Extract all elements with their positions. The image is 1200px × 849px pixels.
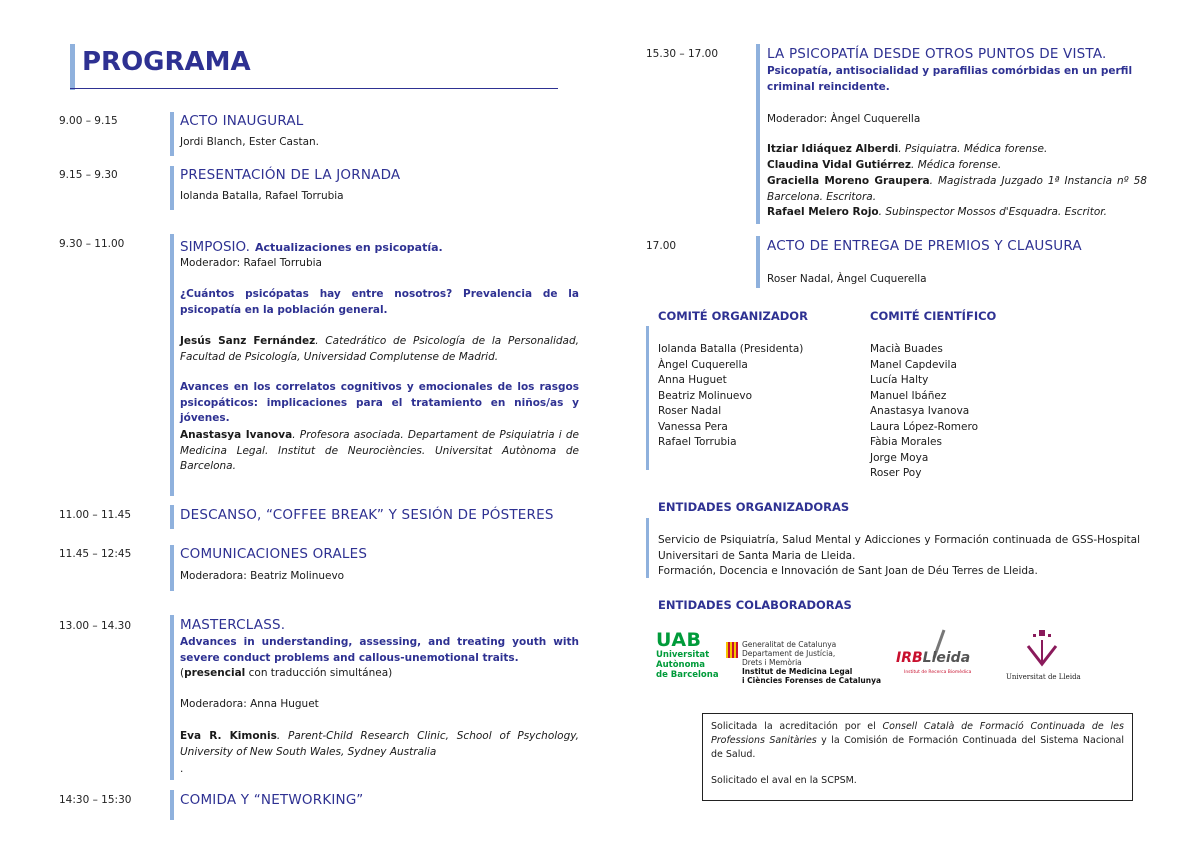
accreditation-box: [702, 713, 1133, 801]
header-bar: [70, 44, 75, 90]
time-clausura: 17.00: [646, 240, 677, 252]
session-bar: [756, 44, 760, 224]
list-item: Rafael Torrubia: [658, 436, 737, 448]
comite-cientifico-list: [870, 342, 978, 482]
entidades-org-text2: Formación, Docencia e Innovación de Sant Joan de Déu Terres de Lleida.: [658, 565, 1038, 577]
p2-role: . Médica forense.: [911, 159, 1002, 171]
entidades-org-text1: Servicio de Psiquiatría, Salud Mental y Adicciones y Formación continuada de GSS-Hospital Universitari de Santa Maria de Lleida.: [658, 534, 1140, 562]
senyera-icon: [726, 642, 738, 658]
masterclass-subtitle: Advances in understanding, assessing, and treating youth with severe conduct problems and callous-unemotional traits.: [180, 636, 579, 664]
udl-emblem-icon: [1022, 630, 1062, 670]
people-clausura: Roser Nadal, Àngel Cuquerella: [767, 273, 927, 285]
p1-role: . Psiquiatra. Médica forense.: [898, 143, 1048, 155]
title-comite-organizador: COMITÉ ORGANIZADOR: [658, 309, 808, 323]
p3-role: . Magistrada Juzgado 1ª Instancia nº 58 Barcelona. Escritora.: [767, 175, 1147, 203]
list-item: Manuel Ibáñez: [870, 389, 947, 402]
masterclass-affil: . Parent-Child Research Clinic, School of Psychology, University of New South Wales, Sydney Australia: [180, 730, 579, 758]
gen-line3: Drets i Memòria: [742, 658, 802, 667]
list-item: Macià Buades: [870, 343, 943, 355]
session-bar: [170, 545, 174, 591]
uab-mark: UAB: [656, 629, 702, 651]
list-item: Àngel Cuquerella: [658, 358, 748, 371]
list-item: Roser Nadal: [658, 405, 722, 417]
talk1-title: ¿Cuántos psicópatas hay entre nosotros? Prevalencia de la psicopatía en la población general.: [180, 288, 579, 316]
list-item: Anastasya Ivanova: [870, 405, 970, 417]
talk1-speaker: Jesús Sanz Fernández: [180, 335, 316, 347]
session-bar: [756, 236, 760, 288]
acc-ital: Consell Català de Formació Continuada de les Professions Sanitàries: [711, 721, 1124, 746]
title-clausura: ACTO DE ENTREGA DE PREMIOS Y CLAUSURA: [767, 238, 1082, 254]
title-comida: COMIDA Y “NETWORKING”: [180, 792, 364, 808]
uab-logo: [656, 630, 719, 680]
list-item: Lucía Halty: [870, 374, 929, 386]
simposio-title: SIMPOSIO.: [180, 239, 250, 255]
session-bar: [170, 615, 174, 780]
psicopatia-p2: [767, 158, 1001, 174]
session-bar: [170, 166, 174, 210]
talk2-title: Avances en los correlatos cognitivos y emocionales de los rasgos psicopáticos: implicaciones para el tratamiento en niños/as y jóvenes.: [180, 381, 579, 424]
comite-organizador-list: [658, 342, 803, 451]
time-masterclass: 13.00 – 14.30: [59, 620, 132, 632]
list-item: Manel Capdevila: [870, 358, 957, 371]
gen-line4: Institut de Medicina Legal: [742, 667, 853, 676]
p3-name: Graciella Moreno Graupera: [767, 175, 930, 187]
gen-line2: Departament de Justícia,: [742, 649, 836, 658]
udl-logo: [1006, 630, 1081, 682]
time-acto-inaugural: 9.00 – 9.15: [59, 115, 118, 127]
title-entidades-organizadoras: ENTIDADES ORGANIZADORAS: [658, 500, 850, 514]
time-comunicaciones: 11.45 – 12:45: [59, 548, 132, 560]
list-item: Roser Poy: [870, 467, 922, 479]
irb-a: IRB: [896, 650, 923, 666]
talk2-affil: . Profesora asociada. Departament de Psiquiatria i de Medicina Legal. Institut de Neurociències. Universitat Autònoma de Barcelona.: [180, 429, 579, 472]
session-bar: [170, 234, 174, 496]
masterclass-mode: [180, 666, 392, 682]
psicopatia-subtitle: Psicopatía, antisocialidad y parafilias comórbidas en un perfil criminal reincidente.: [767, 65, 1133, 93]
accreditation-text: [711, 720, 1124, 762]
talk1-affil: . Catedrático de Psicología de la Personalidad, Facultad de Psicología, Universidad Complutense de Madrid.: [180, 335, 579, 363]
uab-line3: de Barcelona: [656, 670, 719, 680]
udl-name: Universitat de Lleida: [1006, 673, 1081, 681]
acc-post: y la Comisión de Formación Continuada del Sistema Nacional de Salud.: [711, 735, 1124, 760]
session-bar: [170, 112, 174, 156]
uab-line1: Universitat: [656, 650, 710, 660]
simposio-subtitle: Actualizaciones en psicopatía.: [254, 241, 443, 254]
title-presentacion: PRESENTACIÓN DE LA JORNADA: [180, 167, 401, 183]
aval-text: Solicitado el aval en la SCPSM.: [711, 775, 857, 786]
mode-bold: presencial: [184, 667, 246, 679]
time-descanso: 11.00 – 11.45: [59, 509, 132, 521]
moderator-comunicaciones: Moderadora: Beatriz Molinuevo: [180, 570, 345, 582]
irb-b: Lleida: [922, 650, 971, 666]
list-item: Vanessa Pera: [658, 420, 728, 433]
moderator-simposio: Moderador: Rafael Torrubia: [180, 257, 322, 269]
list-item: Beatriz Molinuevo: [658, 389, 753, 402]
time-simposio: 9.30 – 11.00: [59, 238, 125, 250]
title-comite-cientifico: COMITÉ CIENTÍFICO: [870, 309, 997, 323]
list-item: Jorge Moya: [870, 451, 929, 464]
talk2-speaker-block: [180, 428, 579, 475]
psicopatia-p3: [767, 174, 1147, 205]
time-comida: 14:30 – 15:30: [59, 794, 132, 806]
irb-sub: Institut de Recerca Biomèdica: [904, 670, 972, 675]
list-item: Fàbia Morales: [870, 436, 942, 448]
people-presentacion: Iolanda Batalla, Rafael Torrubia: [180, 190, 344, 202]
gen-line5: i Ciències Forenses de Catalunya: [742, 676, 882, 685]
list-item: Anna Huguet: [658, 374, 727, 386]
people-acto-inaugural: Jordi Blanch, Ester Castan.: [180, 136, 320, 148]
title-masterclass: MASTERCLASS.: [180, 617, 286, 633]
p1-name: Itziar Idiáquez Alberdi: [767, 143, 899, 155]
p4-name: Rafael Melero Rojo: [767, 206, 879, 218]
section-bar: [646, 518, 649, 578]
mode-open: (: [180, 667, 185, 679]
masterclass-speaker: Eva R. Kimonis: [180, 730, 277, 742]
irb-logo: [896, 628, 972, 688]
time-presentacion: 9.15 – 9.30: [59, 169, 118, 181]
mode-rest: con traducción simultánea): [245, 667, 393, 679]
moderator-masterclass: Moderadora: Anna Huguet: [180, 698, 319, 710]
list-item: Laura López-Romero: [870, 420, 978, 433]
time-psicopatia: 15.30 – 17.00: [646, 48, 719, 60]
uab-line2: Autònoma: [656, 660, 706, 670]
moderator-psicopatia: Moderador: Àngel Cuquerella: [767, 113, 921, 125]
section-bar: [646, 326, 649, 470]
talk1-speaker-block: [180, 334, 579, 365]
title-comunicaciones: COMUNICACIONES ORALES: [180, 546, 368, 562]
p4-role: . Subinspector Mossos d'Esquadra. Escritor.: [878, 206, 1107, 218]
title-entidades-colaboradoras: ENTIDADES COLABORADORAS: [658, 598, 852, 612]
session-bar: [170, 790, 174, 820]
title-psicopatia: LA PSICOPATÍA DESDE OTROS PUNTOS DE VISTA.: [767, 46, 1107, 62]
p2-name: Claudina Vidal Gutiérrez: [767, 159, 912, 171]
psicopatia-p1: [767, 142, 1047, 158]
gen-line1: Generalitat de Catalunya: [742, 640, 837, 649]
acc-pre: Solicitada la acreditación por el: [711, 721, 883, 732]
header-underline: [70, 88, 558, 89]
page-title: PROGRAMA: [82, 47, 251, 77]
talk2-speaker: Anastasya Ivanova: [180, 429, 293, 441]
masterclass-speaker-block: [180, 729, 579, 760]
list-item: Iolanda Batalla (Presidenta): [658, 343, 804, 355]
psicopatia-p4: [767, 205, 1107, 221]
title-descanso: DESCANSO, “COFFEE BREAK” Y SESIÓN DE PÓSTERES: [180, 507, 554, 523]
title-acto-inaugural: ACTO INAUGURAL: [180, 113, 304, 129]
title-simposio: [180, 236, 443, 255]
session-bar: [170, 505, 174, 529]
masterclass-dot: .: [180, 763, 184, 775]
